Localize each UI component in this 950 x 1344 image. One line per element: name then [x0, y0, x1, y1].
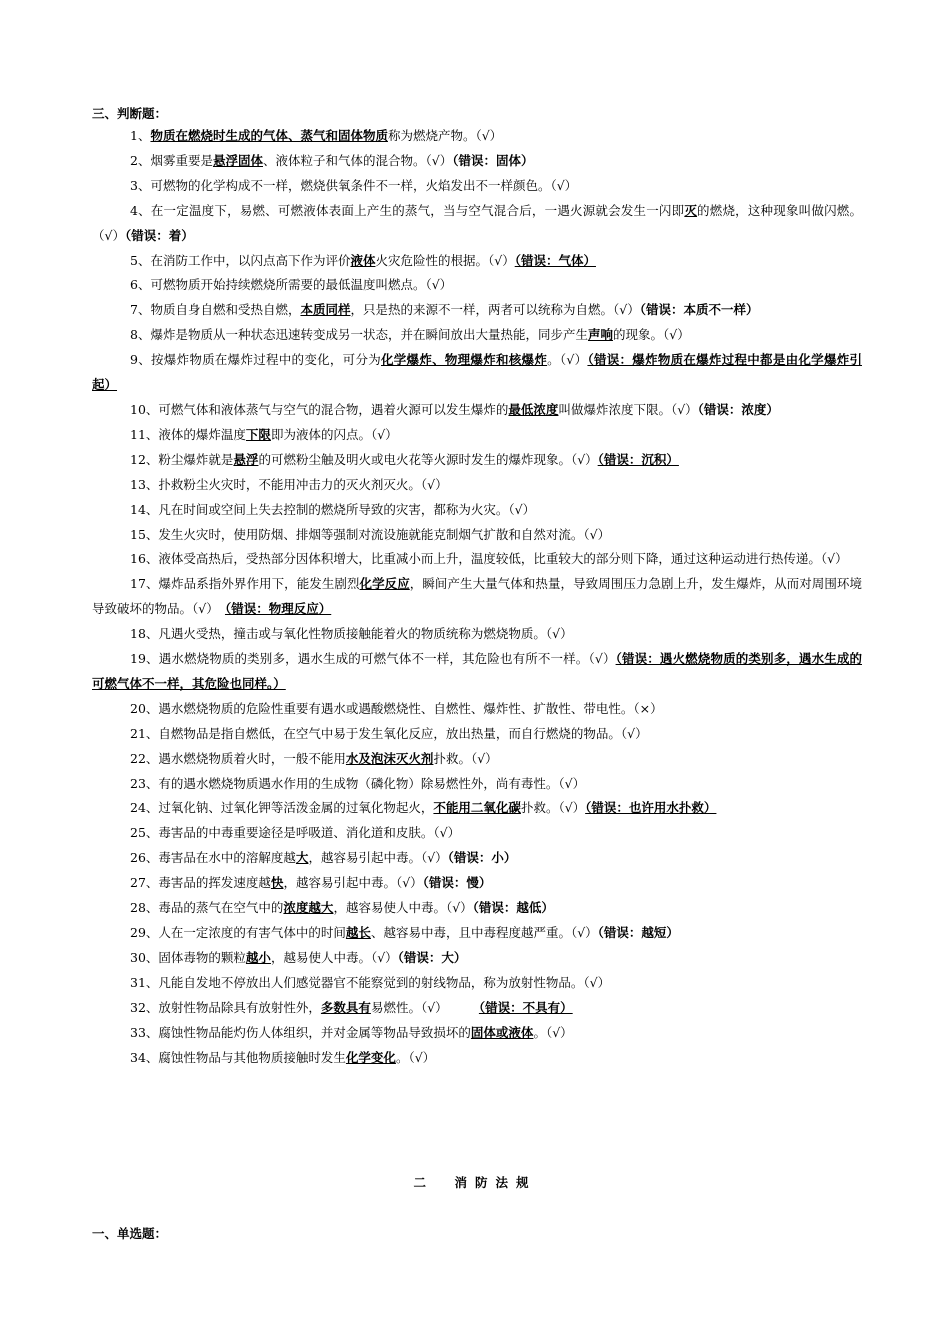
list-item: [92, 821, 862, 846]
key-phrase: 水及泡沫灭火剂: [345, 750, 434, 766]
error-note: （错误：本质不一样）: [639, 302, 759, 318]
error-note: （错误：小）: [447, 850, 517, 866]
item-number: 1、: [130, 128, 151, 143]
list-item: [92, 149, 862, 174]
error-note: （错误：越短）: [597, 925, 679, 940]
list-item: [92, 921, 862, 946]
item-number: 14、: [130, 501, 159, 517]
list-item: [92, 846, 862, 871]
item-text: ，越容易使人中毒。（√）: [333, 900, 473, 916]
item-text: 可燃物质开始持续燃烧所需要的最低温度叫燃点。（√）: [150, 277, 453, 293]
section-heading-judgment: 三、判断题：: [92, 106, 168, 121]
item-text: 自燃物品是指自燃低，在空气中易于发生氧化反应，放出热量，而自行燃烧的物品。（√）: [158, 725, 648, 741]
item-text: 粉尘爆炸就是: [158, 451, 234, 467]
key-phrase: 化学爆炸、物理爆炸和核爆炸: [381, 352, 548, 368]
item-text: ，瞬间产生大量气体和热量，导致周围压力急剧上升，发生爆炸，从而对周围环境导致破坏的物品。（√）: [92, 576, 862, 617]
item-number: 32、: [130, 999, 159, 1015]
item-text: 扑救。（√）: [433, 750, 498, 766]
item-number: 12、: [130, 451, 159, 467]
key-phrase: 越长: [345, 925, 371, 940]
item-number: 26、: [130, 850, 159, 866]
item-text: 的燃烧，这种现象叫做闪燃。（√）: [92, 202, 862, 243]
key-phrase: 快: [270, 875, 284, 891]
item-text: 的可燃粉尘触及明火或电火花等火源时发生的爆炸现象。（√）: [258, 451, 598, 467]
item-number: 24、: [130, 800, 159, 816]
item-text: 凡在时间或空间上失去控制的燃烧所导致的灾害，都称为火灾。（√）: [158, 501, 536, 517]
key-phrase: 化学反应: [359, 576, 410, 592]
item-text: 凡能自发地不停放出人们感觉器官不能察觉到的射线物品，称为放射性物品。（√）: [158, 974, 611, 990]
item-number: 13、: [130, 476, 159, 492]
item-text: 的现象。（√）: [612, 327, 690, 343]
error-note: （错误：慢）: [422, 875, 492, 891]
list-item: [92, 572, 862, 622]
list-item: [92, 871, 862, 896]
item-text: 遇水燃烧物质着火时，一般不能用: [158, 750, 346, 766]
key-phrase: 大: [295, 850, 309, 866]
item-text: 爆炸品系指外界作用下，能发生剧烈: [158, 576, 360, 592]
item-number: 27、: [130, 875, 159, 891]
item-text: 按爆炸物质在爆炸过程中的变化，可分为: [151, 352, 381, 368]
list-item: [92, 647, 862, 697]
key-phrase: 浓度越大: [283, 900, 334, 916]
error-note: （错误：气体）: [514, 252, 596, 268]
item-text: ，越容易引起中毒。（√）: [308, 850, 448, 866]
key-phrase: 化学变化: [345, 1049, 396, 1065]
error-note: （错误：沉积）: [597, 451, 679, 467]
item-number: 11、: [130, 426, 159, 442]
list-item: [92, 1046, 862, 1071]
item-text: ，只是热的来源不一样，两者可以统称为自燃。（√）: [350, 302, 640, 318]
item-text: 即为液体的闪点。（√）: [270, 426, 398, 442]
list-item: [92, 298, 862, 323]
item-text: ，越易使人中毒。（√）: [270, 949, 398, 965]
list-item: [92, 498, 862, 523]
sub-heading-single-choice: 一、单选题：: [92, 1226, 168, 1241]
list-item: [92, 622, 862, 647]
item-text: 毒害品的挥发速度越: [158, 875, 271, 891]
item-text: 毒品的蒸气在空气中的: [158, 900, 284, 916]
item-text: 。（√）: [547, 352, 588, 368]
item-text: 易燃性。（√）: [370, 999, 479, 1015]
key-phrase: 物质在燃烧时生成的气体、蒸气和固体物质: [150, 128, 388, 143]
item-text: ，越容易引起中毒。（√）: [283, 875, 423, 891]
item-number: 25、: [130, 825, 159, 841]
item-text: 。（√）: [395, 1049, 436, 1065]
item-text: 腐蚀性物品能灼伤人体组织，并对金属等物品导致损坏的: [158, 1024, 471, 1040]
item-text: 发生火灾时，使用防烟、排烟等强制对流设施就能克制烟气扩散和自然对流。（√）: [158, 526, 611, 542]
item-text: 固体毒物的颗粒: [158, 949, 246, 965]
list-item: [92, 796, 862, 821]
item-text: 烟雾重要是: [150, 152, 213, 168]
key-phrase: 不能用二氧化碳: [433, 800, 521, 816]
item-text: 有的遇水燃烧物质遇水作用的生成物（磷化物）除易燃性外，尚有毒性。（√）: [158, 775, 586, 791]
item-number: 29、: [130, 925, 159, 940]
item-number: 30、: [130, 949, 159, 965]
list-item: [92, 971, 862, 996]
list-item: [92, 523, 862, 548]
item-number: 3、: [130, 177, 151, 193]
list-item: [92, 747, 862, 772]
error-note: （错误：不具有）: [478, 999, 573, 1015]
item-number: 18、: [130, 626, 159, 642]
item-text: 扑救。（√）: [520, 800, 586, 816]
item-number: 2、: [130, 152, 151, 168]
list-item: [92, 722, 862, 747]
error-note: （错误：大）: [397, 949, 467, 965]
item-text: 液体的爆炸温度: [158, 426, 246, 442]
item-text: 腐蚀性物品与其他物质接触时发生: [158, 1049, 346, 1065]
list-item: [92, 896, 862, 921]
item-text: 物质自身自燃和受热自燃，: [150, 302, 301, 318]
error-note: （错误：固体）: [452, 152, 534, 168]
item-text: 遇水燃烧物质的类别多，遇水生成的可燃气体不一样，其危险也有所不一样。（√）: [158, 651, 616, 667]
item-number: 22、: [130, 750, 159, 766]
item-text: 液体受高热后，受热部分因体积增大，比重减小而上升，温度较低，比重较大的部分则下降，通过这种运动进行热传递。（√）: [158, 551, 848, 567]
item-number: 9、: [130, 352, 152, 368]
key-phrase: 本质同样: [300, 302, 351, 318]
item-text: 、越容易中毒，且中毒程度越严重。（√）: [370, 925, 598, 940]
item-text: 过氧化钠、过氧化钾等活泼金属的过氧化物起火，: [158, 800, 434, 816]
item-text: 、液体粒子和气体的混合物。（√）: [262, 152, 453, 168]
item-number: 10、: [130, 401, 159, 417]
error-note: （错误：也许用水扑救）: [585, 800, 717, 816]
item-number: 28、: [130, 900, 159, 916]
item-number: 15、: [130, 526, 159, 542]
item-text: 人在一定浓度的有害气体中的时间: [158, 925, 346, 940]
item-text: 在消防工作中，以闪点高下作为评价: [150, 252, 351, 268]
key-phrase: 越小: [245, 949, 271, 965]
list-item: [92, 423, 862, 448]
item-text: 可燃物的化学构成不一样，燃烧供氧条件不一样，火焰发出不一样颜色。（√）: [150, 177, 578, 193]
list-item: [92, 174, 862, 199]
key-phrase: 固体或液体: [470, 1024, 534, 1040]
item-number: 16、: [130, 551, 159, 567]
list-item: [92, 249, 862, 274]
list-item: [92, 398, 862, 423]
error-note: （错误：着）: [124, 227, 194, 243]
list-item: [92, 199, 862, 249]
list-item: [92, 448, 862, 473]
item-number: 6、: [130, 277, 151, 293]
item-text: 称为燃烧产物。（√）: [387, 128, 503, 143]
item-number: 34、: [130, 1049, 159, 1065]
item-text: 在一定温度下，易燃、可燃液体表面上产生的蒸气，当与空气混合后，一遇火源就会发生一闪即: [150, 202, 685, 218]
item-number: 20、: [130, 700, 159, 716]
key-phrase: 悬浮: [233, 451, 259, 467]
list-item: [92, 1021, 862, 1046]
list-item: [92, 996, 862, 1021]
item-number: 23、: [130, 775, 159, 791]
item-text: 爆炸是物质从一种状态迅速转变成另一状态，并在瞬间放出大量热能，同步产生: [150, 327, 588, 343]
key-phrase: 多数具有: [320, 999, 371, 1015]
item-number: 21、: [130, 725, 159, 741]
key-phrase: 最低浓度: [508, 401, 559, 417]
item-text: 凡遇火受热，撞击或与氧化性物质接触能着火的物质统称为燃烧物质。（√）: [158, 626, 573, 642]
error-note: （错误：物理反应）: [224, 601, 332, 617]
item-text: 叫做爆炸浓度下限。（√）: [558, 401, 698, 417]
key-phrase: 声响: [587, 327, 613, 343]
judgment-items-list: [92, 124, 862, 1070]
item-text: 毒害品在水中的溶解度越: [158, 850, 296, 866]
list-item: [92, 697, 862, 722]
key-phrase: 悬浮固体: [212, 152, 263, 168]
list-item: [92, 273, 862, 298]
item-number: 19、: [130, 651, 159, 667]
error-note: （错误：遇火燃烧物质的类别多，遇水生成的可燃气体不一样，其危险也同样。）: [92, 651, 862, 691]
key-phrase: 灭: [684, 202, 698, 218]
error-note: （错误：浓度）: [697, 401, 779, 417]
item-text: 。（√）: [533, 1024, 573, 1040]
item-number: 5、: [130, 252, 151, 268]
item-number: 31、: [130, 974, 159, 990]
item-number: 17、: [130, 576, 159, 592]
section-title-fire-law: 二 消防法规: [413, 1175, 537, 1190]
error-note: （错误：爆炸物质在爆炸过程中都是由化学爆炸引起）: [92, 352, 862, 393]
list-item: [92, 772, 862, 797]
item-number: 33、: [130, 1024, 159, 1040]
item-number: 4、: [130, 202, 151, 218]
item-number: 8、: [130, 327, 151, 343]
item-text: 可燃气体和液体蒸气与空气的混合物，遇着火源可以发生爆炸的: [158, 401, 509, 417]
list-item: [92, 124, 862, 149]
list-item: [92, 323, 862, 348]
key-phrase: 液体: [350, 252, 376, 268]
item-text: 火灾危险性的根据。（√）: [375, 252, 515, 268]
error-note: （错误：越低）: [472, 900, 554, 916]
item-text: 遇水燃烧物质的危险性重要有遇水或遇酸燃烧性、自燃性、爆炸性、扩散性、带电性。（×）: [158, 700, 663, 716]
list-item: [92, 946, 862, 971]
list-item: [92, 547, 862, 572]
item-text: 放射性物品除具有放射性外，: [158, 999, 321, 1015]
item-text: 扑救粉尘火灾时，不能用冲击力的灭火剂灭火。（√）: [158, 476, 448, 492]
key-phrase: 下限: [245, 426, 271, 442]
item-number: 7、: [130, 302, 151, 318]
list-item: [92, 348, 862, 398]
item-text: 毒害品的中毒重要途径是呼吸道、消化道和皮肤。（√）: [158, 825, 461, 841]
list-item: [92, 473, 862, 498]
